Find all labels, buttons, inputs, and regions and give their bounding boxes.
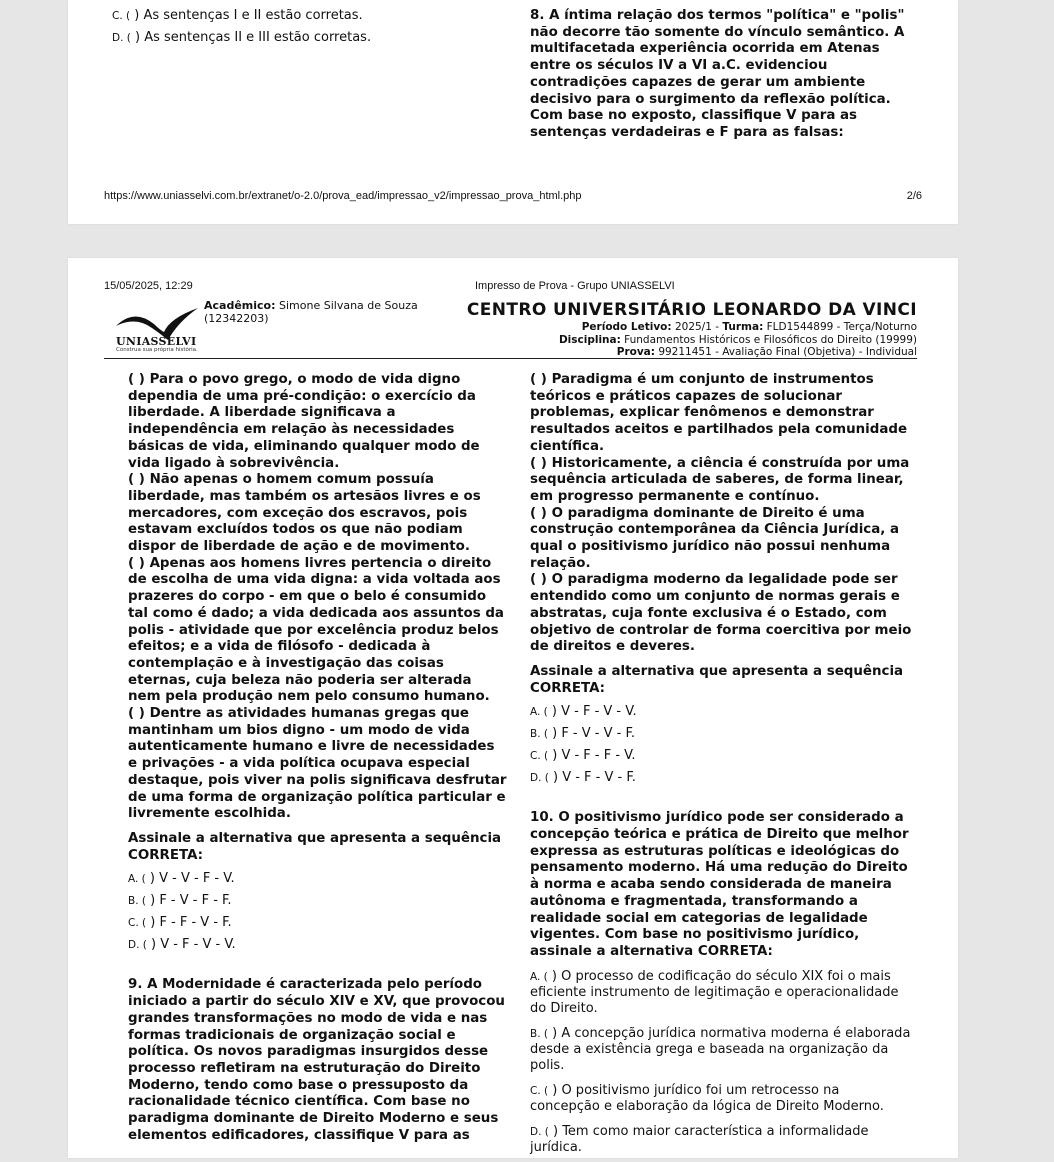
question-8 — [530, 8, 910, 142]
academic-name: Simone Silvana de Souza — [279, 299, 418, 312]
statement-1: ( ) Paradigma é um conjunto de instrumentos teóricos e práticos capazes de solucionar problemas, explicar fenômenos e demonstrar resultados aceitos e partilhados pela comunidade científica. — [530, 372, 908, 454]
statement-2: ( ) Não apenas o homem comum possuía liberdade, mas também os artesãos livres e os mercadores, com exceção dos escravos, pois estavam excluídos todos os que não podiam dispor de liberdade de ação e de movimento. — [128, 472, 481, 555]
option-a[interactable]: A. ( ) V - V - F - V. — [128, 871, 235, 887]
right-column — [530, 372, 912, 1162]
option-c[interactable]: C. ( ) F - F - V - F. — [128, 915, 232, 931]
option-b[interactable]: B. ( ) F - V - V - F. — [530, 726, 635, 742]
footer-url: https://www.uniasselvi.com.br/extranet/o-2.0/prova_ead/impressao_v2/impressao_prova_html.php — [104, 190, 582, 202]
print-title: Impresso de Prova - Grupo UNIASSELVI — [475, 280, 675, 292]
option-d[interactable]: D. ( ) As sentenças II e III estão corretas. — [112, 30, 372, 45]
footer-page-number: 2/6 — [906, 190, 922, 202]
q10-option-a[interactable]: A. ( ) O processo de codificação do século XIX foi o mais eficiente instrumento de legitimação e operacionalidade do Direito. — [530, 968, 899, 1016]
option-a[interactable]: A. ( ) V - F - V - V. — [530, 704, 637, 720]
academic-id: (12342203) — [204, 311, 269, 325]
option-d[interactable]: D. ( ) V - F - V - V. — [128, 937, 236, 953]
statement-3: ( ) Apenas aos homens livres pertencia o direito de escolha de uma vida digna: a vida voltada aos prazeres do corpo - em que o belo é consumido tal como é dado; a vida dedicada aos assuntos da polis - atividade que por excelência produz belos efeitos; e a vida de filósofo - dedicada à contemplação e à investigação das coisas eternas, cuja beleza não poderia ser alterada nem pela produção nem pelo consumo humano. — [128, 555, 504, 705]
logo-tagline: Construa sua própria história. — [116, 347, 198, 353]
option-b[interactable]: B. ( ) F - V - F - F. — [128, 893, 232, 909]
sequence-prompt: Assinale a alternativa que apresenta a sequência CORRETA: — [128, 830, 502, 863]
university-name: CENTRO UNIVERSITÁRIO LEONARDO DA VINCI — [466, 300, 917, 320]
page-3-sheet — [68, 258, 958, 1158]
q10-option-d[interactable]: D. ( ) Tem como maior característica a informalidade jurídica. — [530, 1123, 869, 1155]
page-2-sheet — [68, 0, 958, 224]
print-date: 15/05/2025, 12:29 — [104, 280, 193, 292]
q10-option-b[interactable]: B. ( ) A concepção jurídica normativa moderna é elaborada desde a existência grega e baseada na organização da polis. — [530, 1025, 911, 1073]
left-column — [128, 372, 508, 1144]
option-d[interactable]: D. ( ) V - F - V - F. — [530, 770, 636, 786]
sequence-prompt: Assinale a alternativa que apresenta a sequência CORRETA: — [530, 663, 904, 696]
question-9-text: 9. A Modernidade é caracterizada pelo período iniciado a partir do século XIV e XV, que provocou grandes transformações no modo de vida e nas formas tradicionais de organização social e política. Os novos paradigmas insurgidos desse processo refletiram na estruturação do Direito Moderno, tendo como base o pressuposto da racionalidade técnico científica. Com base no paradigma dominante de Direito Moderno e seus elementos edificadores, classifique V para as — [128, 977, 505, 1143]
statement-4: ( ) Dentre as atividades humanas gregas que mantinham um bios digno - um modo de vida autenticamente humano e livre de necessidades e privações - a vida política ocupava especial destaque, pois viver na polis significava desfrutar de uma forma de organização política particular e livremente escolhida. — [128, 706, 507, 822]
exam-meta: Período Letivo: 2025/1 - Turma: FLD1544899 - Terça/Noturno Disciplina: Fundamentos Históricos e Filosóficos do Direito (19999) Prova: 99211451 - Avaliação Final (Objetiva) - Individual — [558, 321, 917, 358]
question-8-text: 8. A íntima relação dos termos "política" e "polis" não decorre tão somente do vínculo semântico. A multifacetada experiência ocorrida em Atenas entre os séculos IV a VI a.C. evidenciou contradições capazes de gerar um ambiente decisivo para o surgimento da reflexão política. Com base no exposto, classifique V para as sentenças verdadeiras e F para as falsas: — [530, 8, 905, 140]
option-c[interactable]: C. ( ) As sentenças I e II estão corretas. — [112, 8, 363, 23]
academic-info: Acadêmico: Simone Silvana de Souza (12342203) — [204, 299, 418, 325]
header-divider — [104, 358, 917, 359]
statement-1: ( ) Para o povo grego, o modo de vida digno dependia de uma pré-condição: o exercício da liberdade. A liberdade significava a independência em relação às necessidades básicas de vida, eliminando qualquer modo de vida ligado à sobrevivência. — [128, 372, 480, 471]
q10-option-c[interactable]: C. ( ) O positivismo jurídico foi um retrocesso na concepção e elaboração da lógica de Direito Moderno. — [530, 1082, 884, 1114]
logo-name: UNIASSELVI — [116, 335, 197, 348]
prev-question-options — [112, 8, 492, 52]
option-c[interactable]: C. ( ) V - F - F - V. — [530, 748, 636, 764]
statement-2: ( ) Historicamente, a ciência é construída por uma sequência articulada de saberes, de forma linear, em progresso permanente e contínuo. — [530, 455, 910, 504]
statement-3: ( ) O paradigma dominante de Direito é uma construção contemporânea da Ciência Jurídica, a qual o positivismo jurídico não possui nenhuma relação. — [530, 505, 900, 571]
question-10-text: 10. O positivismo jurídico pode ser considerado a concepção teórica e prática de Direito que melhor expressa as estruturas políticas e ideológicas do pensamento moderno. Há uma redução do Direito à norma e acaba sendo considerada de maneira autônoma e fragmentada, transformando a realidade social em categorias de legalidade vigentes. Com base no positivismo jurídico, assinale a alternativa CORRETA: — [530, 810, 909, 959]
statement-4: ( ) O paradigma moderno da legalidade pode ser entendido como um conjunto de normas gerais e abstratas, cuja fonte exclusiva é o Estado, com objetivo de controlar de forma coercitiva por meio de direitos e deveres. — [530, 572, 912, 655]
